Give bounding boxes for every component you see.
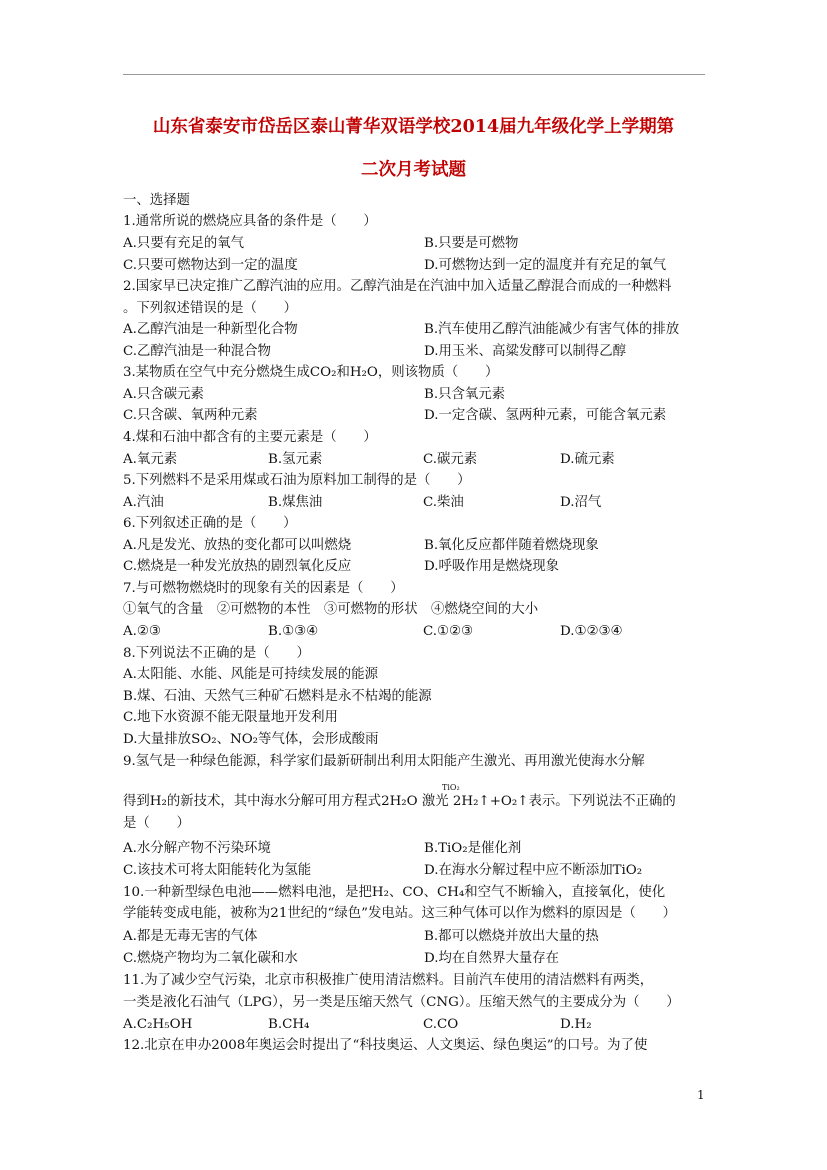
- text-line: 12.北京在申办2008年奥运会时提出了“科技奥运、人文奥运、绿色奥运”的口号。为了使: [123, 1038, 648, 1053]
- text-line: A.太阳能、水能、风能是可持续发展的能源: [123, 667, 378, 682]
- option-left: C.只含碳、氧两种元素: [123, 408, 258, 423]
- text-line: 3.某物质在空气中充分燃烧生成CO₂和H₂O，则该物质（ ）: [123, 365, 499, 380]
- text-line: 得到H₂的新技术，其中海水分解可用方程式2H₂O 激光 2H₂↑+O₂↑表示。下列说法不正确的: [123, 794, 676, 809]
- option-right: D.可燃物达到一定的温度并有充足的氧气: [424, 258, 667, 273]
- text-line: 1.通常所说的燃烧应具备的条件是（ ）: [123, 214, 377, 229]
- option-right: D.均在自然界大量存在: [424, 951, 560, 966]
- option-right: B.只要是可燃物: [424, 236, 519, 251]
- option: A.汽油: [123, 495, 164, 510]
- option: C.CO: [423, 1017, 459, 1032]
- text-line: 是（ ）: [123, 816, 190, 831]
- text-line: 2.国家早已决定推广乙醇汽油的应用。乙醇汽油是在汽油中加入适量乙醇混合而成的一种燃料: [123, 279, 672, 294]
- option-left: A.凡是发光、放热的变化都可以叫燃烧: [123, 538, 352, 553]
- option-right: D.用玉米、高粱发酵可以制得乙醇: [424, 344, 626, 359]
- option-left: A.只含碳元素: [123, 387, 204, 402]
- text-line: 。下列叙述错误的是（ ）: [123, 301, 298, 316]
- option: A.②③: [123, 624, 161, 639]
- option-left: C.燃烧产物均为二氧化碳和水: [123, 951, 298, 966]
- text-line: C.地下水资源不能无限量地开发利用: [123, 710, 338, 725]
- text-line: 4.煤和石油中都含有的主要元素是（ ）: [123, 430, 377, 445]
- text-line: 11.为了减少空气污染，北京市积极推广使用清洁燃料。目前汽车使用的清洁燃料有两类，: [123, 973, 654, 988]
- option: D.①②③④: [560, 624, 623, 639]
- text-line: D.大量排放SO₂、NO₂等气体，会形成酸雨: [123, 732, 379, 747]
- option-left: C.燃烧是一种发光放热的剧烈氧化反应: [123, 559, 352, 574]
- text-line: 10.一种新型绿色电池——燃料电池，是把H₂、CO、CH₄和空气不断输入，直接氧化，使化: [123, 885, 666, 900]
- option: C.柴油: [423, 495, 464, 510]
- option: D.硫元素: [560, 452, 615, 467]
- option-right: B.TiO₂是催化剂: [424, 841, 522, 856]
- text-line: ①氧气的含量 ②可燃物的本性 ③可燃物的形状 ④燃烧空间的大小: [123, 602, 539, 617]
- text-line: 5.下列燃料不是采用煤或石油为原料加工制得的是（ ）: [123, 473, 471, 488]
- option: A.C₂H₅OH: [123, 1017, 193, 1032]
- text-line: 一、选择题: [123, 193, 190, 208]
- option: D.H₂: [560, 1017, 592, 1032]
- catalyst-label: TiO₂: [442, 783, 460, 792]
- option-right: D.呼吸作用是燃烧现象: [424, 559, 560, 574]
- option-left: C.乙醇汽油是一种混合物: [123, 344, 271, 359]
- option-right: B.汽车使用乙醇汽油能减少有害气体的排放: [424, 322, 680, 337]
- option: A.氧元素: [123, 452, 178, 467]
- header-rule: [123, 74, 705, 75]
- document-title-line-2: 二次月考试题: [361, 160, 466, 180]
- option-right: B.氧化反应都伴随着燃烧现象: [424, 538, 599, 553]
- text-line: 学能转变成电能，被称为21世纪的“绿色”发电站。这三种气体可以作为燃料的原因是（ ）: [123, 906, 676, 921]
- option-right: B.只含氧元素: [424, 387, 506, 402]
- option: C.①②③: [423, 624, 474, 639]
- option-left: A.乙醇汽油是一种新型化合物: [123, 322, 298, 337]
- option: B.氢元素: [268, 452, 323, 467]
- text-line: 8.下列说法不正确的是（ ）: [123, 646, 310, 661]
- page-number: 1: [697, 1088, 705, 1102]
- option-left: A.只要有充足的氧气: [123, 236, 245, 251]
- document-title-line-1: 山东省泰安市岱岳区泰山菁华双语学校2014届九年级化学上学期第: [152, 117, 675, 137]
- text-line: 6.下列叙述正确的是（ ）: [123, 516, 297, 531]
- option-left: A.都是无毒无害的气体: [123, 929, 258, 944]
- text-line: 7.与可燃物燃烧时的现象有关的因素是（ ）: [123, 581, 404, 596]
- option-right: D.一定含碳、氢两种元素，可能含氧元素: [424, 408, 667, 423]
- option-left: C.只要可燃物达到一定的温度: [123, 258, 298, 273]
- option: C.碳元素: [423, 452, 478, 467]
- text-line: 9.氢气是一种绿色能源，科学家们最新研制出利用太阳能产生激光、再用激光使海水分解: [123, 754, 645, 769]
- text-line: B.煤、石油、天然气三种矿石燃料是永不枯竭的能源: [123, 689, 432, 704]
- option-right: B.都可以燃烧并放出大量的热: [424, 929, 599, 944]
- option: B.CH₄: [268, 1017, 310, 1032]
- option-left: C.该技术可将太阳能转化为氢能: [123, 863, 312, 878]
- option: D.沼气: [560, 495, 602, 510]
- option-right: D.在海水分解过程中应不断添加TiO₂: [424, 863, 643, 878]
- option: B.煤焦油: [268, 495, 323, 510]
- option: B.①③④: [268, 624, 319, 639]
- text-line: 一类是液化石油气（LPG），另一类是压缩天然气（CNG）。压缩天然气的主要成分为（ ）: [123, 995, 680, 1010]
- option-left: A.水分解产物不污染环境: [123, 841, 271, 856]
